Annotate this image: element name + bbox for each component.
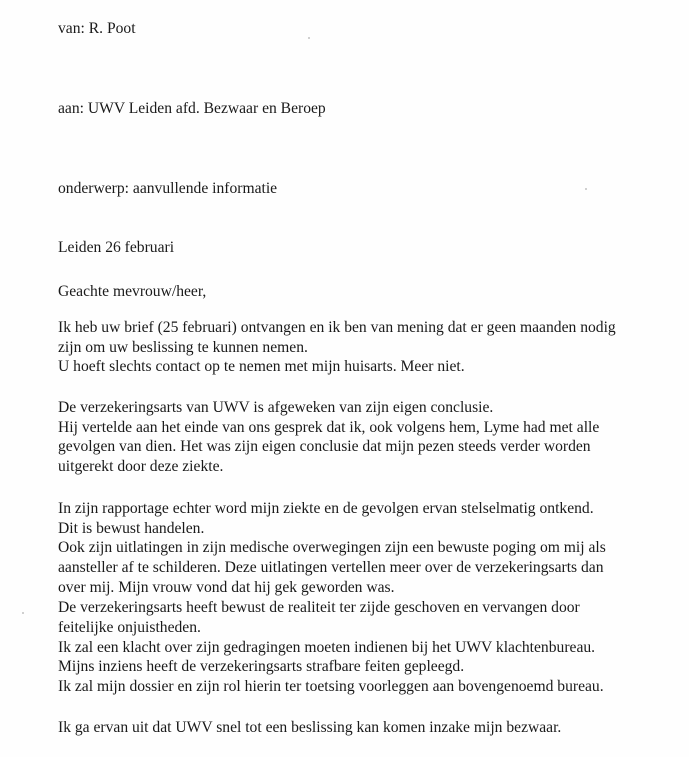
body-line: over mij. Mijn vrouw vond dat hij gek geworden was.	[58, 579, 395, 596]
letter-recipient: aan: UWV Leiden afd. Bezwaar en Beroep	[58, 100, 326, 117]
letter-subject: onderwerp: aanvullende informatie	[58, 180, 278, 197]
closing-line: Ik ga ervan uit dat UWV snel tot een beslissing kan komen inzake mijn bezwaar.	[58, 719, 562, 736]
body-line: feitelijke onjuistheden.	[58, 619, 201, 636]
body-line: Ook zijn uitlatingen in zijn medische overwegingen zijn een bewuste poging om mij als	[58, 539, 606, 556]
body-line: uitgerekt door deze ziekte.	[58, 458, 224, 475]
body-line: De verzekeringsarts heeft bewust de realiteit ter zijde geschoven en vervangen door	[58, 599, 580, 616]
letter-place-date: Leiden 26 februari	[58, 239, 175, 256]
body-line: gevolgen van dien. Het was zijn eigen conclusie dat mijn pezen steeds verder worden	[58, 438, 591, 455]
body-line: Mijns inziens heeft de verzekeringsarts strafbare feiten gepleegd.	[58, 658, 465, 675]
letter-sender: van: R. Poot	[58, 20, 136, 37]
body-line: In zijn rapportage echter word mijn ziekte en de gevolgen ervan stelselmatig ontkend.	[58, 500, 594, 517]
body-line: Ik zal mijn dossier en zijn rol hierin ter toetsing voorleggen aan bovengenoemd bureau.	[58, 678, 604, 695]
body-line: aansteller af te schilderen. Deze uitlatingen vertellen meer over de verzekeringsarts dan	[58, 559, 604, 576]
letter-salutation: Geachte mevrouw/heer,	[58, 283, 207, 300]
body-line: De verzekeringsarts van UWV is afgeweken van zijn eigen conclusie.	[58, 399, 494, 416]
body-line: zijn om uw beslissing te kunnen nemen.	[58, 339, 308, 356]
body-line: U hoeft slechts contact op te nemen met mijn huisarts. Meer niet.	[58, 358, 465, 375]
body-line: Ik heb uw brief (25 februari) ontvangen en ik ben van mening dat er geen maanden nodig	[58, 319, 616, 336]
body-line: Ik zal een klacht over zijn gedragingen moeten indienen bij het UWV klachtenbureau.	[58, 639, 596, 656]
scan-speck	[585, 188, 587, 190]
body-line: Dit is bewust handelen.	[58, 520, 205, 537]
scan-speck	[308, 37, 310, 39]
scan-speck	[22, 612, 24, 614]
body-line: Hij vertelde aan het einde van ons gesprek dat ik, ook volgens hem, Lyme had met alle	[58, 419, 600, 436]
